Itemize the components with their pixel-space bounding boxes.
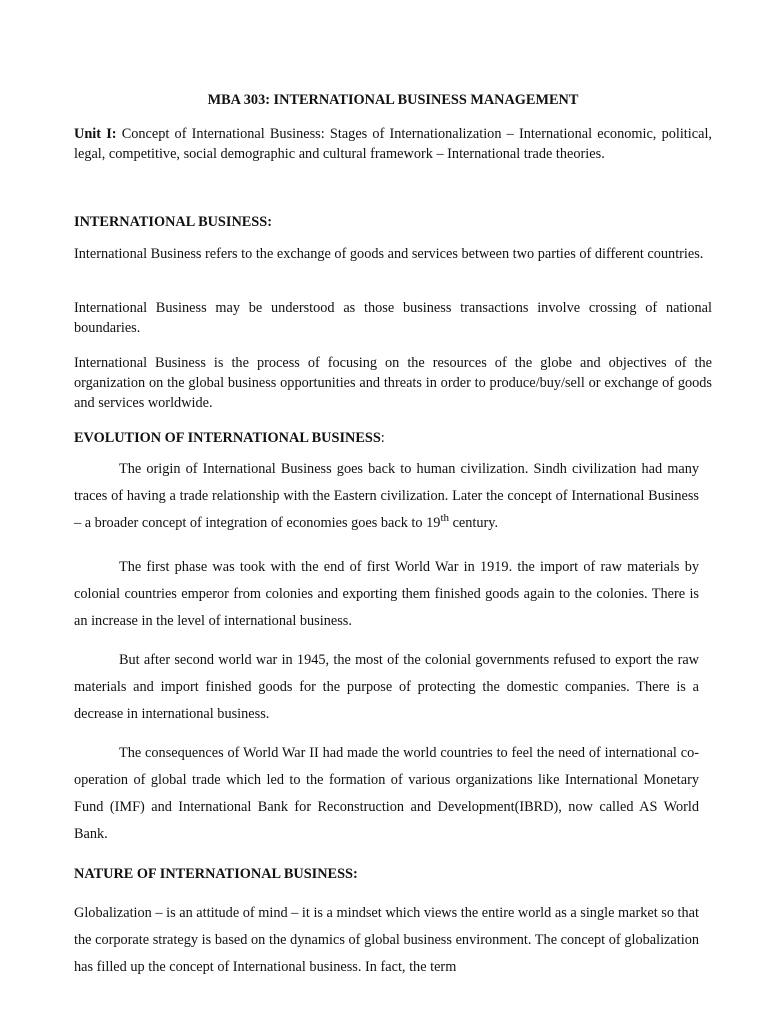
unit-label: Unit I: xyxy=(74,126,117,142)
evolution-p1-superscript: th xyxy=(440,512,449,524)
evolution-paragraph-4: The consequences of World War II had made the world countries to feel the need of international co-operation of global trade which led to the formation of various organizations like International Monetary Fund (IMF) and International Bank for Reconstruction and Development(IBRD), now called AS World Bank. xyxy=(74,745,699,842)
evolution-paragraph-1 xyxy=(74,456,699,537)
heading-evolution-colon: : xyxy=(380,430,385,446)
heading-international-business: INTERNATIONAL BUSINESS: xyxy=(74,214,272,230)
heading-evolution xyxy=(74,428,385,448)
evolution-paragraph-2: The first phase was took with the end of first World War in 1919. the import of raw materials by colonial countries emperor from colonies and exporting them finished goods again to the colonies. There is an increase in the level of international business. xyxy=(74,559,699,629)
unit-summary xyxy=(74,124,712,164)
heading-nature: NATURE OF INTERNATIONAL BUSINESS: xyxy=(74,866,358,882)
evolution-p1-main: The origin of International Business goes back to human civilization. Sindh civilization had many traces of having a trade relationship with the Eastern civilization. Later the concept of International Business – a broader concept of integration of economies goes back to 19 xyxy=(74,461,699,531)
ib-paragraph-1: International Business refers to the exchange of goods and services between two parties of different countries. xyxy=(74,246,704,262)
page-title: MBA 303: INTERNATIONAL BUSINESS MANAGEMENT xyxy=(207,92,579,108)
ib-paragraph-2: International Business may be understood as those business transactions involve crossing of national boundaries. xyxy=(74,300,712,336)
heading-evolution-text: EVOLUTION OF INTERNATIONAL BUSINESS xyxy=(74,430,381,446)
ib-paragraph-3: International Business is the process of focusing on the resources of the globe and objectives of the organization on the global business opportunities and threats in order to produce/buy/sell or exchange of goods and services worldwide. xyxy=(74,355,712,411)
evolution-p1-end: century. xyxy=(449,515,499,531)
nature-paragraph-1: Globalization – is an attitude of mind – it is a mindset which views the entire world as a single market so that the corporate strategy is based on the dynamics of global business environment. The concept of globalization has filled up the concept of International business. In fact, the term xyxy=(74,905,699,975)
unit-text: Concept of International Business: Stages of Internationalization – International economic, political, legal, competitive, social demographic and cultural framework – International trade theories. xyxy=(74,126,712,162)
evolution-paragraph-3: But after second world war in 1945, the most of the colonial governments refused to export the raw materials and import finished goods for the purpose of protecting the domestic companies. There is a decrease in international business. xyxy=(74,652,699,722)
